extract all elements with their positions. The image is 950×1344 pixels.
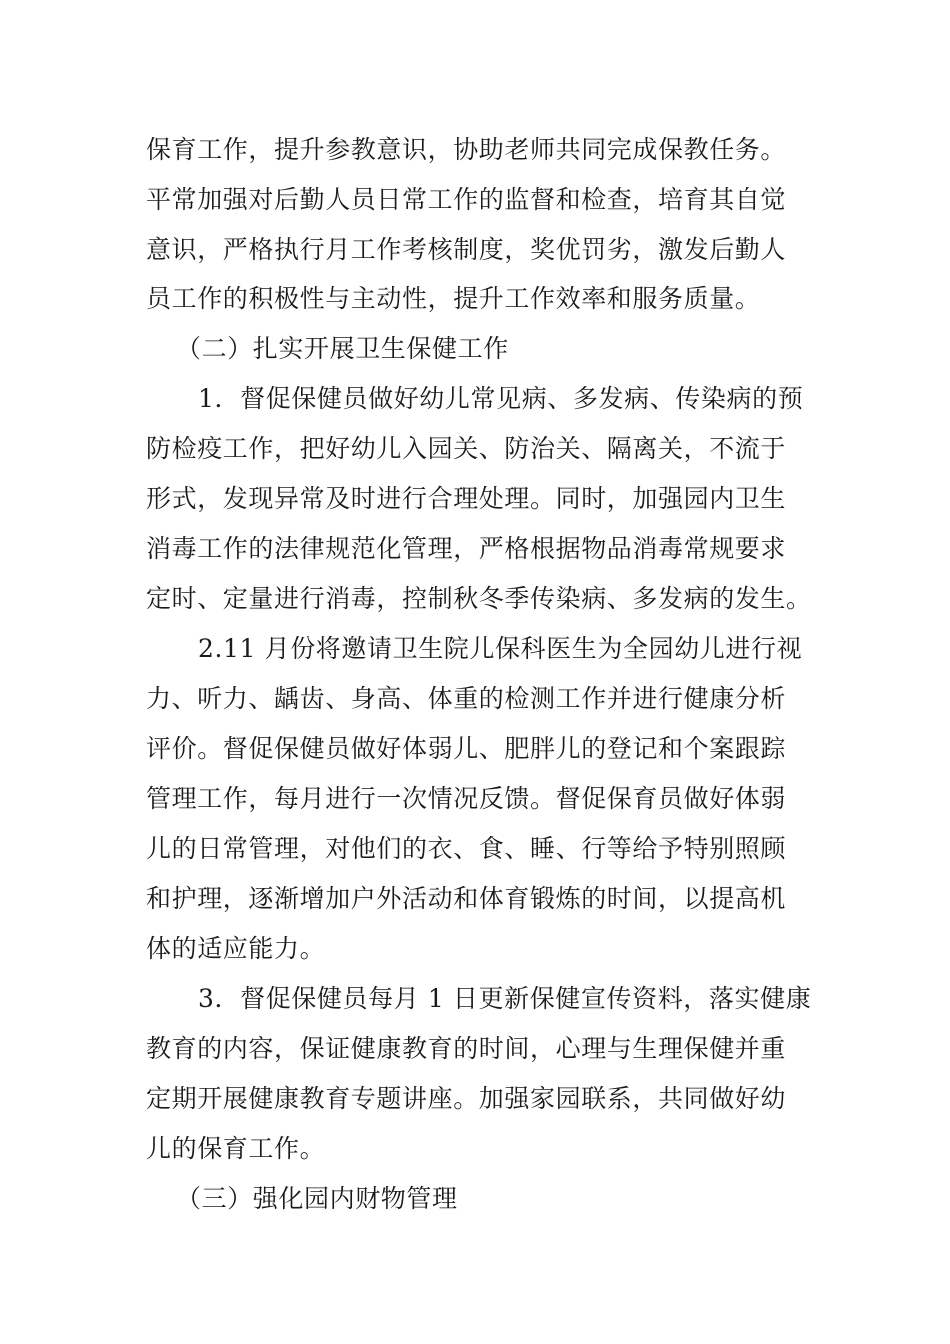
text-line: 消毒工作的法律规范化管理，严格根据物品消毒常规要求 bbox=[146, 534, 787, 563]
text-line: 防检疫工作，把好幼儿入园关、防治关、隔离关，不流于 bbox=[146, 434, 787, 463]
paragraph-start: 1．督促保健员做好幼儿常见病、多发病、传染病的预 bbox=[198, 384, 804, 413]
text-line: 意识，严格执行月工作考核制度，奖优罚劣，激发后勤人 bbox=[146, 235, 787, 264]
text-line: 体的适应能力。 bbox=[146, 934, 326, 963]
text-line: 定时、定量进行消毒，控制秋冬季传染病、多发病的发生。 bbox=[146, 584, 812, 613]
text-line: 教育的内容，保证健康教育的时间，心理与生理保健并重 bbox=[146, 1034, 787, 1063]
text-line: 儿的保育工作。 bbox=[146, 1134, 326, 1163]
text-line: 儿的日常管理，对他们的衣、食、睡、行等给予特别照顾 bbox=[146, 834, 787, 863]
text-line: 形式，发现异常及时进行合理处理。同时，加强园内卫生 bbox=[146, 484, 787, 513]
text-line: 和护理，逐渐增加户外活动和体育锻炼的时间，以提高机 bbox=[146, 884, 787, 913]
text-line: 评价。督促保健员做好体弱儿、肥胖儿的登记和个案跟踪 bbox=[146, 734, 787, 763]
text-line: 力、听力、龋齿、身高、体重的检测工作并进行健康分析 bbox=[146, 684, 787, 713]
text-line: 员工作的积极性与主动性，提升工作效率和服务质量。 bbox=[146, 284, 761, 313]
text-line: 保育工作，提升参教意识，协助老师共同完成保教任务。 bbox=[146, 135, 787, 164]
paragraph-start: 2.11 月份将邀请卫生院儿保科医生为全园幼儿进行视 bbox=[198, 634, 803, 663]
paragraph-start: 3．督促保健员每月 1 日更新保健宣传资料，落实健康 bbox=[198, 984, 812, 1013]
section-heading: （二）扎实开展卫生保健工作 bbox=[176, 334, 509, 363]
text-line: 平常加强对后勤人员日常工作的监督和检查，培育其自觉 bbox=[146, 185, 787, 214]
section-heading: （三）强化园内财物管理 bbox=[176, 1184, 458, 1213]
text-line: 定期开展健康教育专题讲座。加强家园联系，共同做好幼 bbox=[146, 1084, 787, 1113]
text-line: 管理工作，每月进行一次情况反馈。督促保育员做好体弱 bbox=[146, 784, 787, 813]
